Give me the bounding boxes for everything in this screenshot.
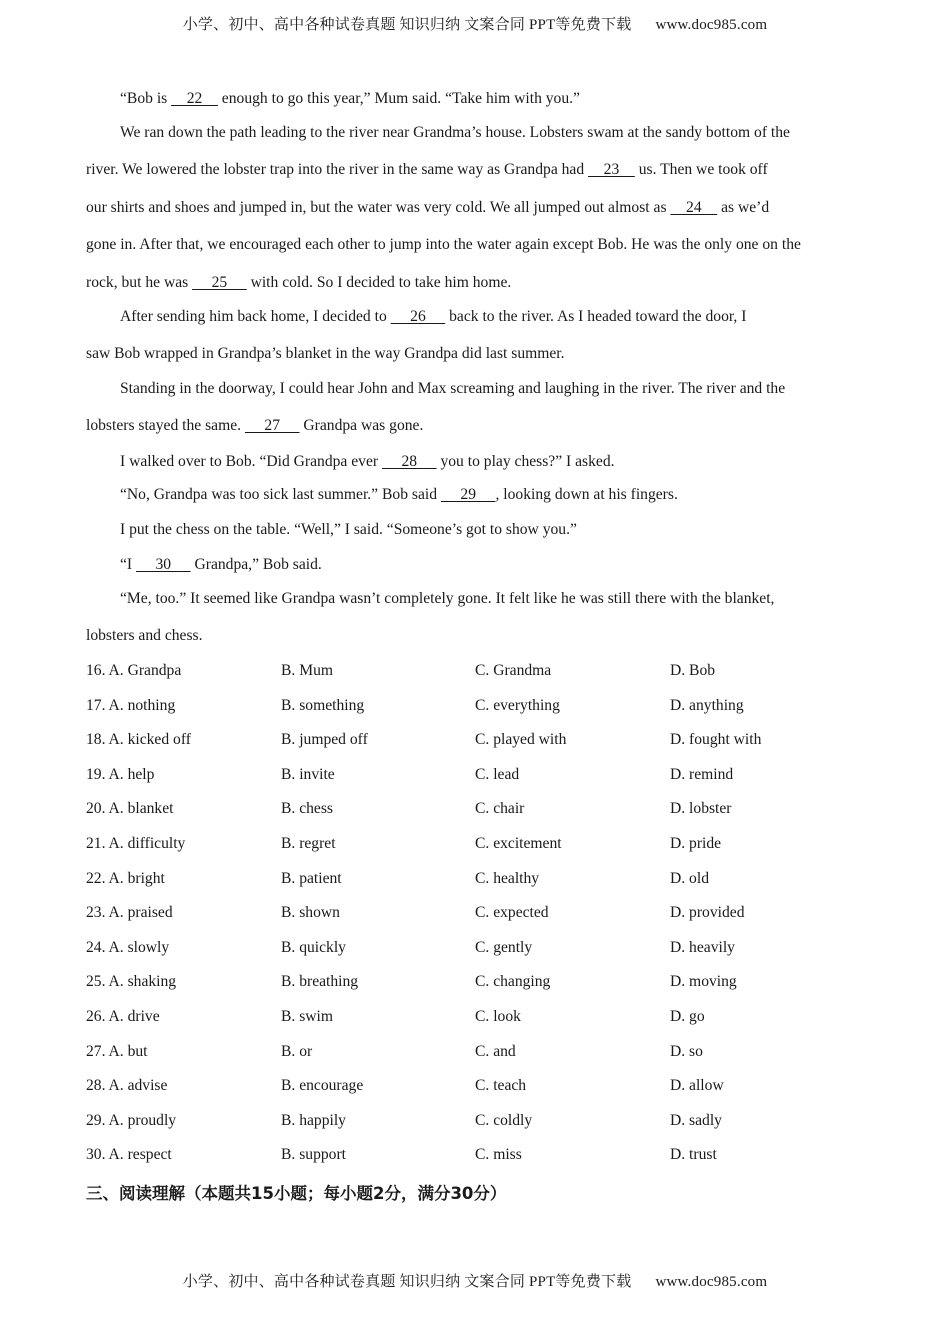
option-choice: D. heavily [670, 939, 735, 956]
option-choice: 30. A. respect [86, 1146, 172, 1163]
passage-text: Standing in the doorway, I could hear John and Max screaming and laughing in the river. The river and the [120, 380, 786, 397]
option-choice: C. played with [475, 731, 567, 748]
question-row [86, 1146, 886, 1166]
option-choice: C. Grandma [475, 662, 552, 679]
passage-text: lobsters and chess. [86, 627, 203, 644]
passage-text: I walked over to Bob. “Did Grandpa ever [120, 453, 382, 470]
option-choice: C. miss [475, 1146, 522, 1163]
answer-blank: 26 [390, 308, 446, 325]
option-choice: B. regret [281, 835, 336, 852]
option-choice: C. chair [475, 800, 525, 817]
passage-line [86, 274, 511, 292]
passage-text: lobsters stayed the same. [86, 417, 245, 434]
question-row [86, 1112, 886, 1132]
option-choice: B. or [281, 1043, 313, 1060]
option-choice: 20. A. blanket [86, 800, 174, 817]
option-choice: B. chess [281, 800, 333, 817]
passage-text: saw Bob wrapped in Grandpa’s blanket in the way Grandpa did last summer. [86, 345, 565, 362]
passage-text: as we’d [717, 199, 770, 216]
passage-text: with cold. So I decided to take him home. [246, 274, 512, 291]
question-row [86, 1043, 886, 1063]
passage-text: our shirts and shoes and jumped in, but the water was very cold. We all jumped out almost as [86, 199, 671, 216]
passage-text: , looking down at his fingers. [495, 486, 678, 503]
option-choice: C. and [475, 1043, 516, 1060]
passage-line [86, 486, 678, 504]
option-choice: B. something [281, 697, 365, 714]
option-choice: C. look [475, 1008, 521, 1025]
answer-blank: 25 [192, 274, 247, 291]
option-choice: B. happily [281, 1112, 346, 1129]
option-choice: 17. A. nothing [86, 697, 176, 714]
section-title: 三、阅读理解（本题共15小题；每小题2分，满分30分） [86, 1184, 507, 1203]
passage-line [86, 199, 769, 217]
question-row [86, 1077, 886, 1097]
passage-text: I put the chess on the table. “Well,” I said. “Someone’s got to show you.” [120, 521, 577, 538]
passage-text: “Bob is [120, 90, 172, 107]
header-text: 小学、初中、高中各种试卷真题 知识归纳 文案合同 PPT等免费下载 [182, 17, 632, 33]
question-row [86, 870, 886, 890]
answer-blank: 27 [244, 417, 300, 434]
passage-line [86, 161, 768, 179]
passage-text: “I [120, 556, 137, 573]
passage-line [86, 345, 565, 363]
option-choice: C. everything [475, 697, 560, 714]
passage-line [86, 308, 746, 326]
page-footer [0, 1270, 950, 1291]
option-choice: B. swim [281, 1008, 333, 1025]
passage-line [86, 521, 577, 539]
answer-blank: 22 [171, 90, 218, 107]
passage-line [86, 90, 580, 108]
option-choice: 21. A. difficulty [86, 835, 186, 852]
question-row [86, 766, 886, 786]
answer-blank: 23 [588, 161, 635, 178]
answer-blank: 30 [136, 556, 191, 573]
option-choice: 23. A. praised [86, 904, 173, 921]
option-choice: 24. A. slowly [86, 939, 170, 956]
passage-line [86, 380, 785, 398]
option-choice: D. trust [670, 1146, 717, 1163]
option-choice: D. moving [670, 973, 737, 990]
question-row [86, 1008, 886, 1028]
option-choice: D. go [670, 1008, 705, 1025]
option-choice: D. anything [670, 697, 744, 714]
option-choice: 28. A. advise [86, 1077, 168, 1094]
passage-line [86, 556, 322, 574]
header-url[interactable]: www.doc985.com [655, 17, 768, 33]
option-choice: B. support [281, 1146, 346, 1163]
option-choice: C. teach [475, 1077, 527, 1094]
option-choice: B. shown [281, 904, 340, 921]
option-choice: D. fought with [670, 731, 762, 748]
option-choice: D. lobster [670, 800, 732, 817]
option-choice: B. breathing [281, 973, 359, 990]
option-choice: 19. A. help [86, 766, 155, 783]
answer-blank: 29 [440, 486, 496, 503]
answer-blank: 24 [670, 199, 718, 216]
question-row [86, 731, 886, 751]
footer-url[interactable]: www.doc985.com [655, 1274, 768, 1290]
answer-blank: 28 [381, 453, 437, 470]
option-choice: B. encourage [281, 1077, 364, 1094]
option-choice: 16. A. Grandpa [86, 662, 182, 679]
question-row [86, 939, 886, 959]
option-choice: B. quickly [281, 939, 346, 956]
passage-text: river. We lowered the lobster trap into the river in the same way as Grandpa had [86, 161, 589, 178]
option-choice: C. expected [475, 904, 549, 921]
option-choice: 25. A. shaking [86, 973, 177, 990]
question-row [86, 697, 886, 717]
passage-line [86, 453, 615, 471]
option-choice: D. Bob [670, 662, 716, 679]
option-choice: D. so [670, 1043, 703, 1060]
option-choice: D. pride [670, 835, 722, 852]
passage-text: Grandpa,” Bob said. [190, 556, 322, 573]
passage-text: “No, Grandpa was too sick last summer.” Bob said [120, 486, 441, 503]
option-choice: C. healthy [475, 870, 540, 887]
passage-text: “Me, too.” It seemed like Grandpa wasn’t completely gone. It felt like he was still there with the blanket, [120, 590, 775, 607]
option-choice: D. sadly [670, 1112, 722, 1129]
passage-text: back to the river. As I headed toward the door, I [445, 308, 747, 325]
option-choice: 29. A. proudly [86, 1112, 177, 1129]
passage-text: Grandpa was gone. [299, 417, 424, 434]
passage-text: us. Then we took off [634, 161, 768, 178]
option-choice: B. jumped off [281, 731, 368, 748]
option-choice: D. old [670, 870, 709, 887]
passage-text: After sending him back home, I decided to [120, 308, 391, 325]
option-choice: C. changing [475, 973, 551, 990]
question-row [86, 835, 886, 855]
option-choice: C. lead [475, 766, 520, 783]
passage-text: We ran down the path leading to the river near Grandma’s house. Lobsters swam at the sandy bottom of the [120, 124, 790, 141]
passage-line [86, 124, 790, 142]
option-choice: B. Mum [281, 662, 333, 679]
passage-line [86, 627, 203, 645]
question-row [86, 904, 886, 924]
option-choice: 26. A. drive [86, 1008, 160, 1025]
option-choice: B. invite [281, 766, 335, 783]
option-choice: C. gently [475, 939, 533, 956]
option-choice: D. allow [670, 1077, 724, 1094]
passage-text: enough to go this year,” Mum said. “Take him with you.” [217, 90, 580, 107]
footer-text: 小学、初中、高中各种试卷真题 知识归纳 文案合同 PPT等免费下载 [182, 1274, 632, 1290]
question-row [86, 800, 886, 820]
passage-text: rock, but he was [86, 274, 193, 291]
question-row [86, 662, 886, 682]
passage-line [86, 417, 423, 435]
option-choice: D. remind [670, 766, 734, 783]
passage-line [86, 236, 801, 254]
page-header [0, 13, 950, 34]
option-choice: D. provided [670, 904, 745, 921]
option-choice: C. excitement [475, 835, 562, 852]
passage-text: gone in. After that, we encouraged each other to jump into the water again except Bob. He was the only one on the [86, 236, 801, 253]
passage-line [86, 590, 774, 608]
option-choice: B. patient [281, 870, 342, 887]
passage-text: you to play chess?” I asked. [436, 453, 615, 470]
option-choice: 22. A. bright [86, 870, 165, 887]
option-choice: 27. A. but [86, 1043, 148, 1060]
question-row [86, 973, 886, 993]
option-choice: 18. A. kicked off [86, 731, 191, 748]
option-choice: C. coldly [475, 1112, 533, 1129]
